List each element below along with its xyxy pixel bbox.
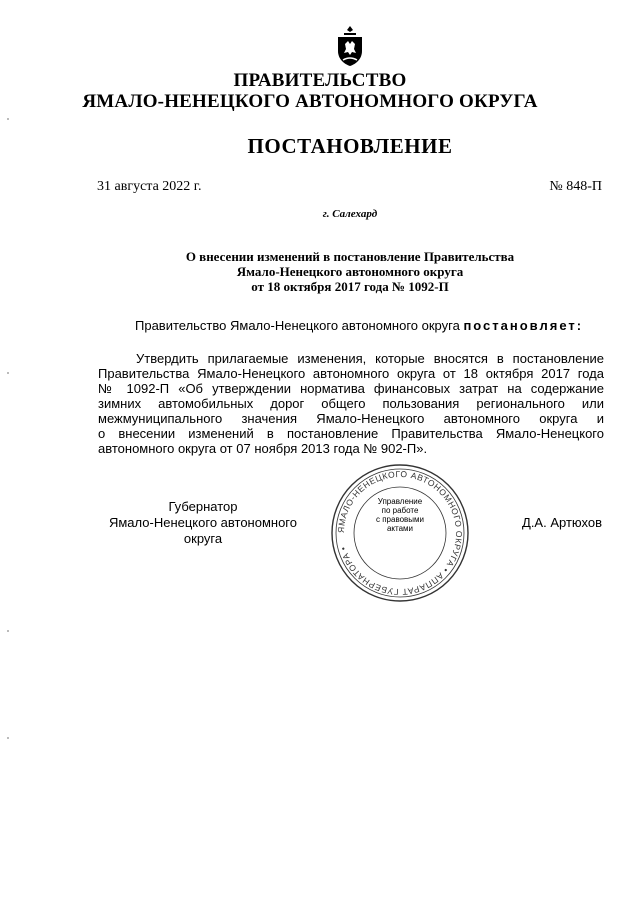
signer-name: Д.А. Артюхов bbox=[522, 515, 602, 530]
resolve-paragraph bbox=[135, 318, 610, 333]
signer-position bbox=[98, 499, 308, 547]
seal-center-line: Управление bbox=[377, 497, 423, 506]
body-line: Утвердить прилагаемые изменения, которые вносятся в постановление bbox=[136, 351, 604, 366]
title-line: О внесении изменений в постановление Правительства bbox=[185, 249, 515, 264]
body-line: № 1092-П «Об утверждении норматива финансовых затрат на содержание bbox=[98, 381, 604, 396]
document-date: 31 августа 2022 г. bbox=[97, 179, 202, 194]
resolve-word: постановляет: bbox=[463, 318, 584, 333]
official-seal-stamp bbox=[330, 463, 470, 603]
seal-ring-text: ЯМАЛО-НЕНЕЦКОГО АВТОНОМНОГО ОКРУГА • АППАРАТ ГУБЕРНАТОРА • bbox=[335, 468, 465, 598]
body-line: зимних автомобильных дорог общего пользования регионального или bbox=[98, 396, 604, 411]
seal-center-line: с правовыми bbox=[375, 515, 425, 524]
document-type-heading: ПОСТАНОВЛЕНИЕ bbox=[247, 134, 453, 158]
margin-mark bbox=[7, 118, 9, 120]
title-line: Ямало-Ненецкого автономного округа bbox=[236, 264, 464, 279]
body-line: Правительства Ямало-Ненецкого автономного округа от 18 октября 2017 года bbox=[98, 366, 604, 381]
resolve-prefix: Правительство Ямало-Ненецкого автономного округа bbox=[135, 318, 460, 333]
signer-position-line: Ямало-Ненецкого автономного округа bbox=[108, 515, 297, 546]
body-paragraph bbox=[98, 351, 604, 456]
signer-position-line: Губернатор bbox=[168, 499, 238, 514]
margin-mark bbox=[7, 372, 9, 374]
body-line: автономного округа от 07 ноября 2013 года № 902-П». bbox=[98, 441, 428, 456]
margin-mark bbox=[7, 737, 9, 739]
seal-center-line: актами bbox=[386, 524, 414, 533]
coat-of-arms-emblem bbox=[334, 24, 366, 68]
document-number: № 848-П bbox=[549, 179, 602, 194]
document-title bbox=[0, 249, 640, 294]
seal-center-text bbox=[360, 497, 440, 533]
body-line: межмуниципального значения Ямало-Ненецкого автономного округа и bbox=[98, 411, 604, 426]
title-line: от 18 октября 2017 года № 1092-П bbox=[251, 279, 449, 294]
region-heading: ЯМАЛО-НЕНЕЦКОГО АВТОНОМНОГО ОКРУГА bbox=[82, 91, 538, 112]
margin-mark bbox=[7, 630, 9, 632]
seal-center-line: по работе bbox=[381, 506, 419, 515]
body-line: о внесении изменений в постановление Правительства Ямало-Ненецкого bbox=[98, 426, 604, 441]
document-city: г. Салехард bbox=[322, 208, 378, 220]
government-heading: ПРАВИТЕЛЬСТВО bbox=[233, 70, 407, 91]
